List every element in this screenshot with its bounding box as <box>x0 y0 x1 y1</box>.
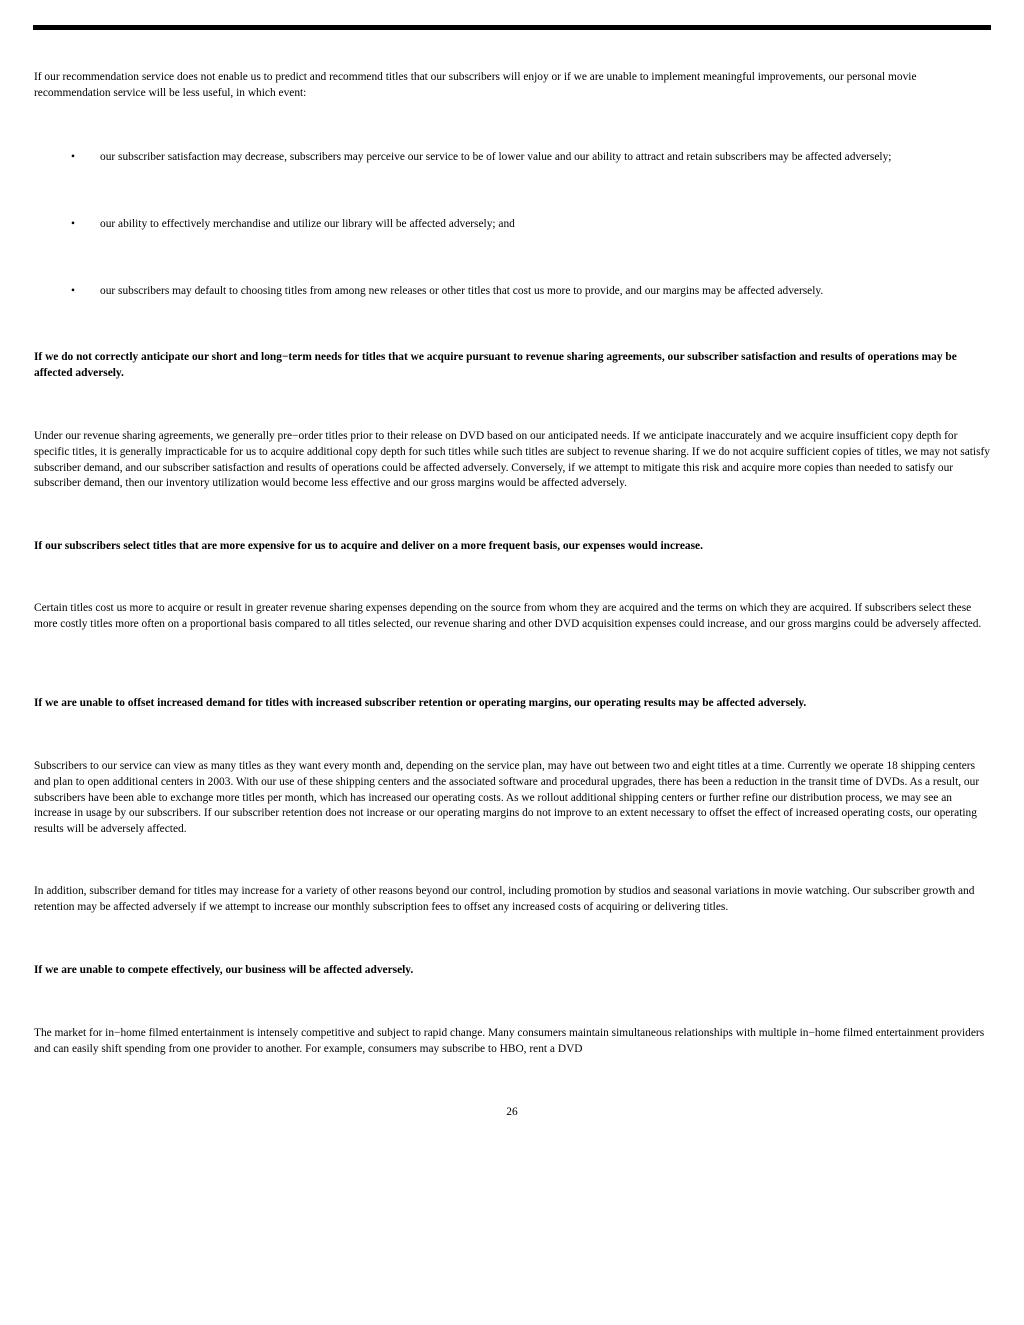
section-heading-expensive-titles: If our subscribers select titles that are more expensive for us to acquire and deliver on a more frequent basis, our expenses would increase. <box>34 540 703 552</box>
bullet-marker: • <box>71 151 75 163</box>
subscriber-demand-paragraph: In addition, subscriber demand for titles may increase for a variety of other reasons beyond our control, including promotion by studios and seasonal variations in movie watching. Our subscriber growth and retention may be affected adversely if we attempt to increase our monthly subscription fees to offset any increased costs of acquiring or delivering titles. <box>34 885 975 913</box>
section-heading-increased-demand: If we are unable to offset increased demand for titles with increased subscriber retention or operating margins, our operating results may be affected adversely. <box>34 697 807 709</box>
intro-paragraph: If our recommendation service does not enable us to predict and recommend titles that our subscribers will enjoy or if we are unable to implement meaningful improvements, our personal movie recommendation service will be less useful, in which event: <box>34 71 917 99</box>
competition-paragraph: The market for in−home filmed entertainment is intensely competitive and subject to rapid change. Many consumers maintain simultaneous relationships with multiple in−home filmed entertainment providers and can easily shift spending from one provider to another. For example, consumers may subscribe to HBO, rent a DVD <box>34 1027 985 1055</box>
revenue-sharing-paragraph: Under our revenue sharing agreements, we generally pre−order titles prior to their release on DVD based on our anticipated needs. If we anticipate inaccurately and we acquire insufficient copy depth for specific titles, it is generally impracticable for us to acquire additional copy depth for such titles while such titles are subject to revenue sharing. If we do not acquire sufficient copies of titles, we may not satisfy subscriber demand, and our subscriber satisfaction and results of operations could be affected adversely. Conversely, if we attempt to mitigate this risk and acquire more copies than needed to satisfy our subscriber demand, then our inventory utilization would become less effective and our gross margins would be affected adversely. <box>34 430 991 490</box>
section-heading-revenue-sharing: If we do not correctly anticipate our short and long−term needs for titles that we acquire pursuant to revenue sharing agreements, our subscriber satisfaction and results of operations may be affected adversely. <box>34 351 957 379</box>
bullet-marker: • <box>71 285 75 297</box>
page-number: 26 <box>506 1106 518 1118</box>
bullet-text: our ability to effectively merchandise and utilize our library will be affected adversely; and <box>100 218 515 230</box>
increased-demand-paragraph: Subscribers to our service can view as many titles as they want every month and, depending on the service plan, may have out between two and eight titles at a time. Currently we operate 18 shipping centers and plan to open additional centers in 2003. With our use of these shipping centers and the associated software and procedural upgrades, there has been a reduction in the transit time of DVDs. As a result, our subscribers have been able to exchange more titles per month, which has increased our operating costs. As we rollout additional shipping centers or further refine our distribution process, we may see an increase in usage by our subscribers. If our subscriber retention does not increase or our operating margins do not improve to an extent necessary to offset the effect of increased operating costs, our operating results will be adversely affected. <box>34 760 980 836</box>
section-heading-compete: If we are unable to compete effectively, our business will be affected adversely. <box>34 964 414 976</box>
bullet-text: our subscriber satisfaction may decrease, subscribers may perceive our service to be of lower value and our ability to attract and retain subscribers may be affected adversely; <box>100 151 892 163</box>
top-rule <box>33 25 991 30</box>
bullet-text: our subscribers may default to choosing titles from among new releases or other titles that cost us more to provide, and our margins may be affected adversely. <box>100 285 824 297</box>
expensive-titles-paragraph: Certain titles cost us more to acquire or result in greater revenue sharing expenses depending on the source from whom they are acquired and the terms on which they are acquired. If subscribers select these more costly titles more often on a proportional basis compared to all titles selected, our revenue sharing and other DVD acquisition expenses could increase, and our gross margins could be adversely affected. <box>34 602 982 630</box>
bullet-marker: • <box>71 218 75 230</box>
